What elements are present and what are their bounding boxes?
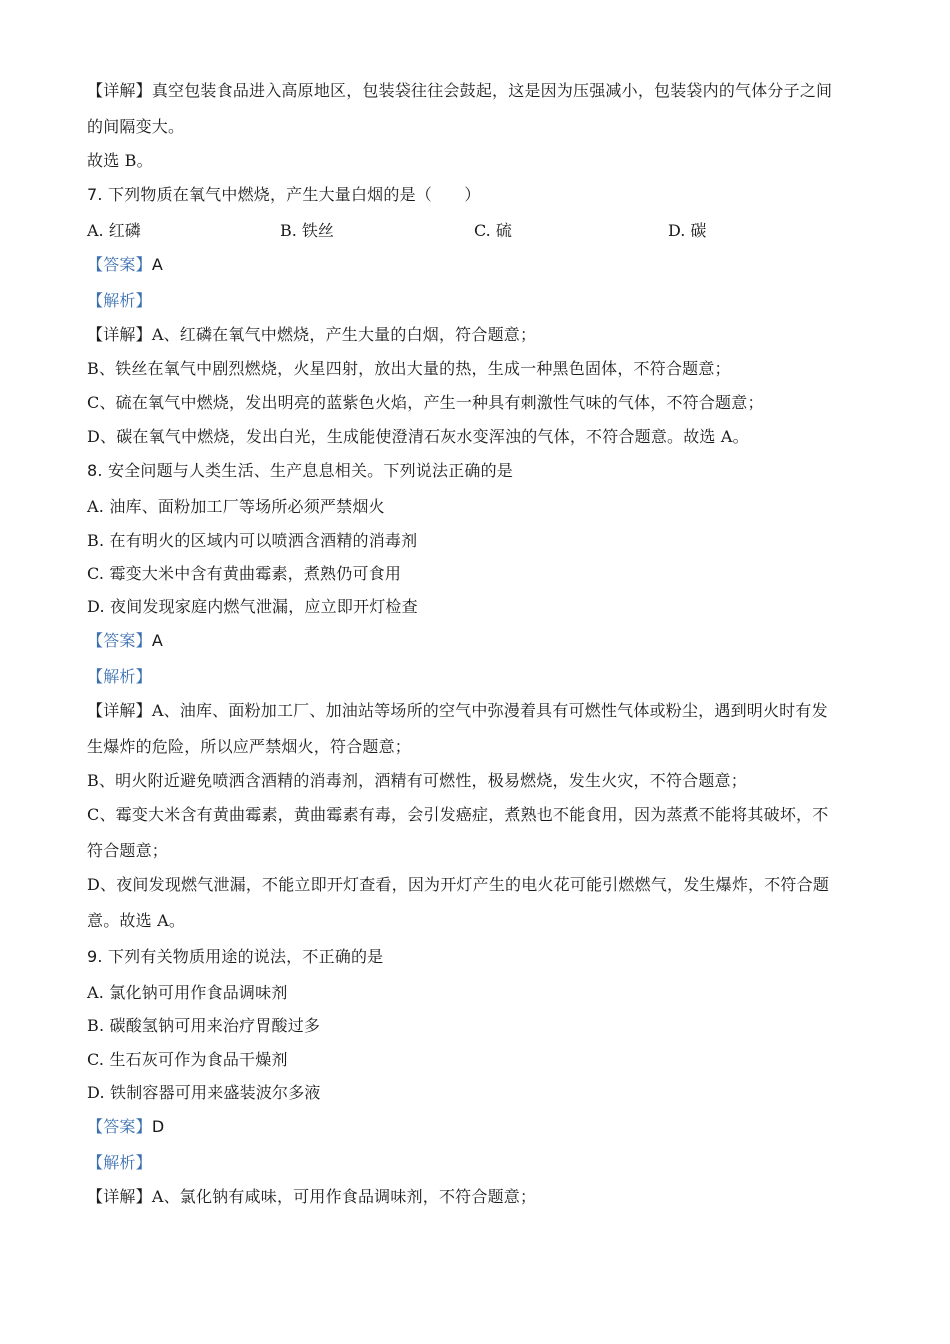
answer-tag: 【答案】 [87, 1117, 152, 1136]
answer-tag: 【答案】 [87, 631, 152, 650]
detail-tag: 【详解】 [87, 325, 152, 344]
question-text: 安全问题与人类生活、生产息息相关。下列说法正确的是 [107, 461, 513, 480]
q7-option-a: A. 红磷 [87, 221, 141, 240]
q8-option-c: C. 霉变大米中含有黄曲霉素，煮熟仍可食用 [87, 564, 402, 583]
q6-detail-line-2: 的间隔变大。 [87, 117, 185, 136]
q8-option-d: D. 夜间发现家庭内燃气泄漏，应立即开灯检查 [87, 597, 418, 616]
q7-detail-1 [87, 324, 877, 346]
q7-options [87, 220, 877, 242]
q9-option-c: C. 生石灰可作为食品干燥剂 [87, 1050, 288, 1069]
q7-stem [87, 184, 877, 206]
question-text: 下列物质在氧气中燃烧，产生大量白烟的是（ ） [107, 185, 481, 204]
q9-detail-1 [87, 1186, 877, 1208]
analysis-tag: 【解析】 [87, 667, 152, 686]
q9-stem [87, 946, 877, 968]
q6-detail-line-1 [87, 80, 877, 102]
detail-text: A、氯化钠有咸味，可用作食品调味剂，不符合题意； [151, 1187, 537, 1206]
q8-detail-1 [87, 700, 877, 722]
question-number: 9. [87, 947, 103, 966]
q7-analysis-tag [87, 290, 877, 312]
detail-tag: 【详解】 [87, 701, 152, 720]
answer-value: D [151, 1117, 165, 1136]
q8-option-b: B. 在有明火的区域内可以喷洒含酒精的消毒剂 [87, 531, 418, 550]
q8-analysis-tag [87, 666, 877, 688]
q7-option-d: D. 碳 [668, 221, 707, 240]
q7-option-b: B. 铁丝 [280, 221, 334, 240]
q7-detail-4: D、碳在氧气中燃烧，发出白光，生成能使澄清石灰水变浑浊的气体，不符合题意。故选 A。 [87, 427, 749, 446]
detail-tag: 【详解】 [87, 81, 152, 100]
q9-answer [87, 1116, 877, 1138]
analysis-tag: 【解析】 [87, 1153, 152, 1172]
q7-option-c: C. 硫 [474, 221, 512, 240]
detail-tag: 【详解】 [87, 1187, 152, 1206]
q8-detail-2: 生爆炸的危险，所以应严禁烟火，符合题意； [87, 737, 412, 756]
analysis-tag: 【解析】 [87, 291, 152, 310]
q9-option-d: D. 铁制容器可用来盛装波尔多液 [87, 1083, 321, 1102]
q8-detail-3: B、明火附近避免喷洒含酒精的消毒剂，酒精有可燃性，极易燃烧，发生火灾，不符合题意； [87, 771, 747, 790]
answer-tag: 【答案】 [87, 255, 152, 274]
question-number: 8. [87, 461, 103, 480]
question-text: 下列有关物质用途的说法，不正确的是 [107, 947, 384, 966]
q9-option-b: B. 碳酸氢钠可用来治疗胃酸过多 [87, 1016, 321, 1035]
answer-value: A [151, 631, 163, 650]
q8-answer [87, 630, 877, 652]
q9-analysis-tag [87, 1152, 877, 1174]
q9-option-a: A. 氯化钠可用作食品调味剂 [87, 983, 288, 1002]
q8-option-a: A. 油库、面粉加工厂等场所必须严禁烟火 [87, 497, 385, 516]
q8-detail-7: 意。故选 A。 [87, 911, 186, 930]
answer-value: A [151, 255, 163, 274]
q8-detail-6: D、夜间发现燃气泄漏，不能立即开灯查看，因为开灯产生的电火花可能引燃燃气，发生爆炸，不符合题 [87, 875, 830, 894]
question-number: 7. [87, 185, 103, 204]
q7-detail-2: B、铁丝在氧气中剧烈燃烧，火星四射，放出大量的热，生成一种黑色固体，不符合题意； [87, 359, 731, 378]
detail-text: 真空包装食品进入高原地区，包装袋往往会鼓起，这是因为压强减小，包装袋内的气体分子之间 [151, 81, 833, 100]
q6-conclusion: 故选 B。 [87, 151, 153, 170]
detail-text: A、油库、面粉加工厂、加油站等场所的空气中弥漫着具有可燃性气体或粉尘，遇到明火时有发 [151, 701, 828, 720]
q7-answer [87, 254, 877, 276]
q8-detail-5: 符合题意； [87, 841, 169, 860]
q8-detail-4: C、霉变大米含有黄曲霉素，黄曲霉素有毒，会引发癌症，煮熟也不能食用，因为蒸煮不能将其破坏，不 [87, 805, 829, 824]
q8-stem [87, 460, 877, 482]
q7-detail-3: C、硫在氧气中燃烧，发出明亮的蓝紫色火焰，产生一种具有刺激性气味的气体，不符合题意； [87, 393, 764, 412]
detail-text: A、红磷在氧气中燃烧，产生大量的白烟，符合题意； [151, 325, 537, 344]
